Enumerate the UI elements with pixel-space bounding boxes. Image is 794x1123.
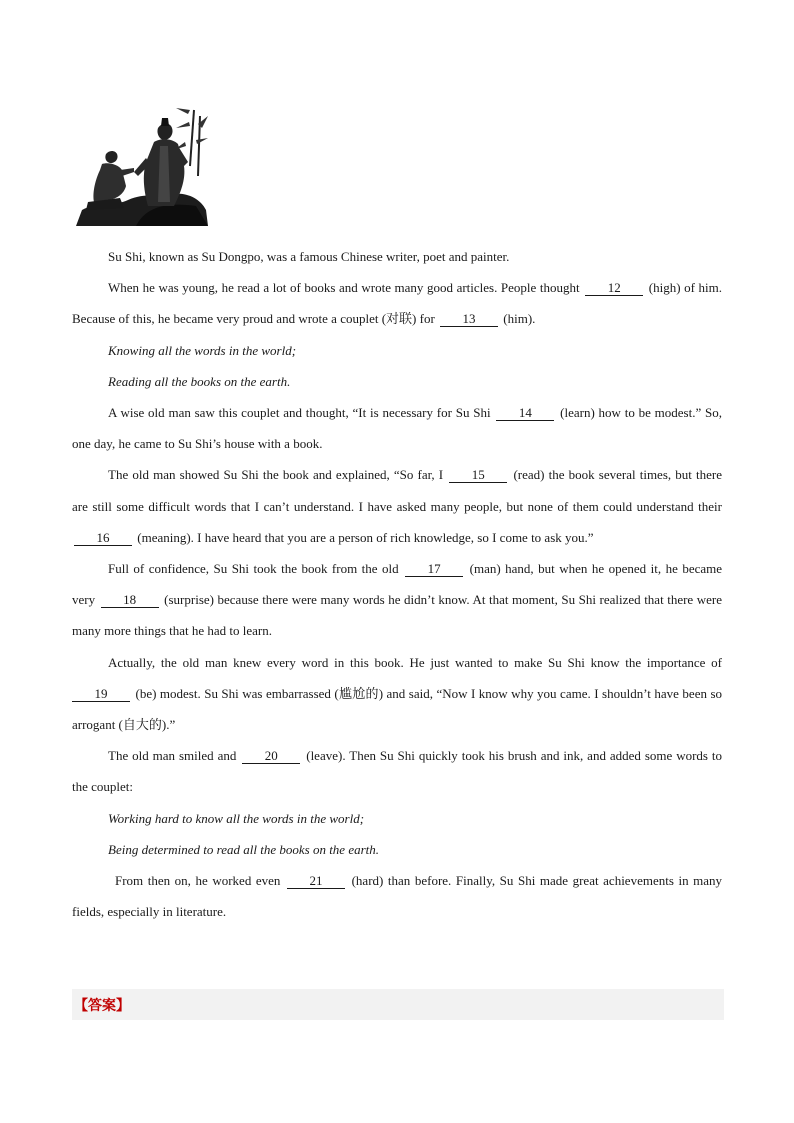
verse-line-1 xyxy=(72,335,722,366)
paragraph-smiled xyxy=(72,740,722,802)
paragraph-confidence xyxy=(72,553,722,647)
verse-line-4 xyxy=(72,834,722,865)
paragraph-text: (read) the book several times, but there are still some difficult words that I can’t understand. I have asked many people, but none of them could understand their xyxy=(72,467,723,514)
paragraph-text: (man) hand, but when he opened it, he became very xyxy=(72,561,723,608)
blank-17[interactable]: 17 xyxy=(405,561,463,577)
paragraph-text: (leave). Then Su Shi quickly took his brush and ink, and added some words to the couplet: xyxy=(72,748,723,795)
paragraph-wise-man xyxy=(72,397,722,459)
paragraph-text: When he was young, he read a lot of books and wrote many good articles. People thought xyxy=(108,280,580,296)
verse-text: Knowing all the words in the world; xyxy=(108,342,297,358)
blank-14[interactable]: 14 xyxy=(496,405,554,421)
paragraph-text: (be) modest. Su Shi was embarrassed (尴尬的) and said, “Now I know why you came. I shouldn’t have been so arrogant (自大的).” xyxy=(72,685,723,733)
article-body xyxy=(72,241,722,927)
paragraph-text: Su Shi, known as Su Dongpo, was a famous Chinese writer, poet and painter. xyxy=(108,249,510,264)
paragraph-intro xyxy=(72,241,722,272)
verse-text: Working hard to know all the words in the world; xyxy=(108,810,365,826)
blank-18[interactable]: 18 xyxy=(101,592,159,608)
paragraph-text: The old man smiled and xyxy=(108,748,237,764)
blank-12[interactable]: 12 xyxy=(585,280,643,296)
paragraph-text: (surprise) because there were many words he didn’t know. At that moment, Su Shi realized that there were many more things that he had to learn. xyxy=(72,592,722,639)
blank-13[interactable]: 13 xyxy=(440,311,498,327)
verse-line-3 xyxy=(72,803,722,834)
blank-15[interactable]: 15 xyxy=(449,467,507,483)
paragraph-text: (him). xyxy=(503,311,536,327)
verse-line-2 xyxy=(72,366,722,397)
paragraph-text: Full of confidence, Su Shi took the book from the old xyxy=(108,561,399,577)
paragraph-text: A wise old man saw this couplet and thought, “It is necessary for Su Shi xyxy=(108,405,491,421)
blank-20[interactable]: 20 xyxy=(242,748,300,764)
answer-section xyxy=(72,989,724,1020)
blank-19[interactable]: 19 xyxy=(72,686,130,702)
paragraph-text: From then on, he worked even xyxy=(115,873,281,889)
paragraph-text: The old man showed Su Shi the book and explained, “So far, I xyxy=(108,467,444,483)
su-shi-illustration xyxy=(76,106,208,226)
paragraph-text: (high) of him. Because of this, he became very proud and wrote a couplet (对联) for xyxy=(72,280,723,327)
verse-text: Reading all the books on the earth. xyxy=(108,373,291,389)
paragraph-actually xyxy=(72,647,722,741)
answer-label: 【答案】 xyxy=(74,997,130,1014)
blank-16[interactable]: 16 xyxy=(74,530,132,546)
blank-21[interactable]: 21 xyxy=(287,873,345,889)
verse-text: Being determined to read all the books on the earth. xyxy=(108,841,380,857)
paragraph-text: (hard) than before. Finally, Su Shi made great achievements in many fields, especially in literature. xyxy=(72,873,723,920)
paragraph-young xyxy=(72,272,722,334)
paragraph-book xyxy=(72,459,722,553)
paragraph-conclusion xyxy=(72,865,722,927)
paragraph-text: (learn) how to be modest.” So, one day, he came to Su Shi’s house with a book. xyxy=(72,405,723,452)
paragraph-text: (meaning). I have heard that you are a person of rich knowledge, so I come to ask you.” xyxy=(137,529,594,545)
paragraph-text: Actually, the old man knew every word in this book. He just wanted to make Su Shi know the importance of xyxy=(108,654,722,670)
